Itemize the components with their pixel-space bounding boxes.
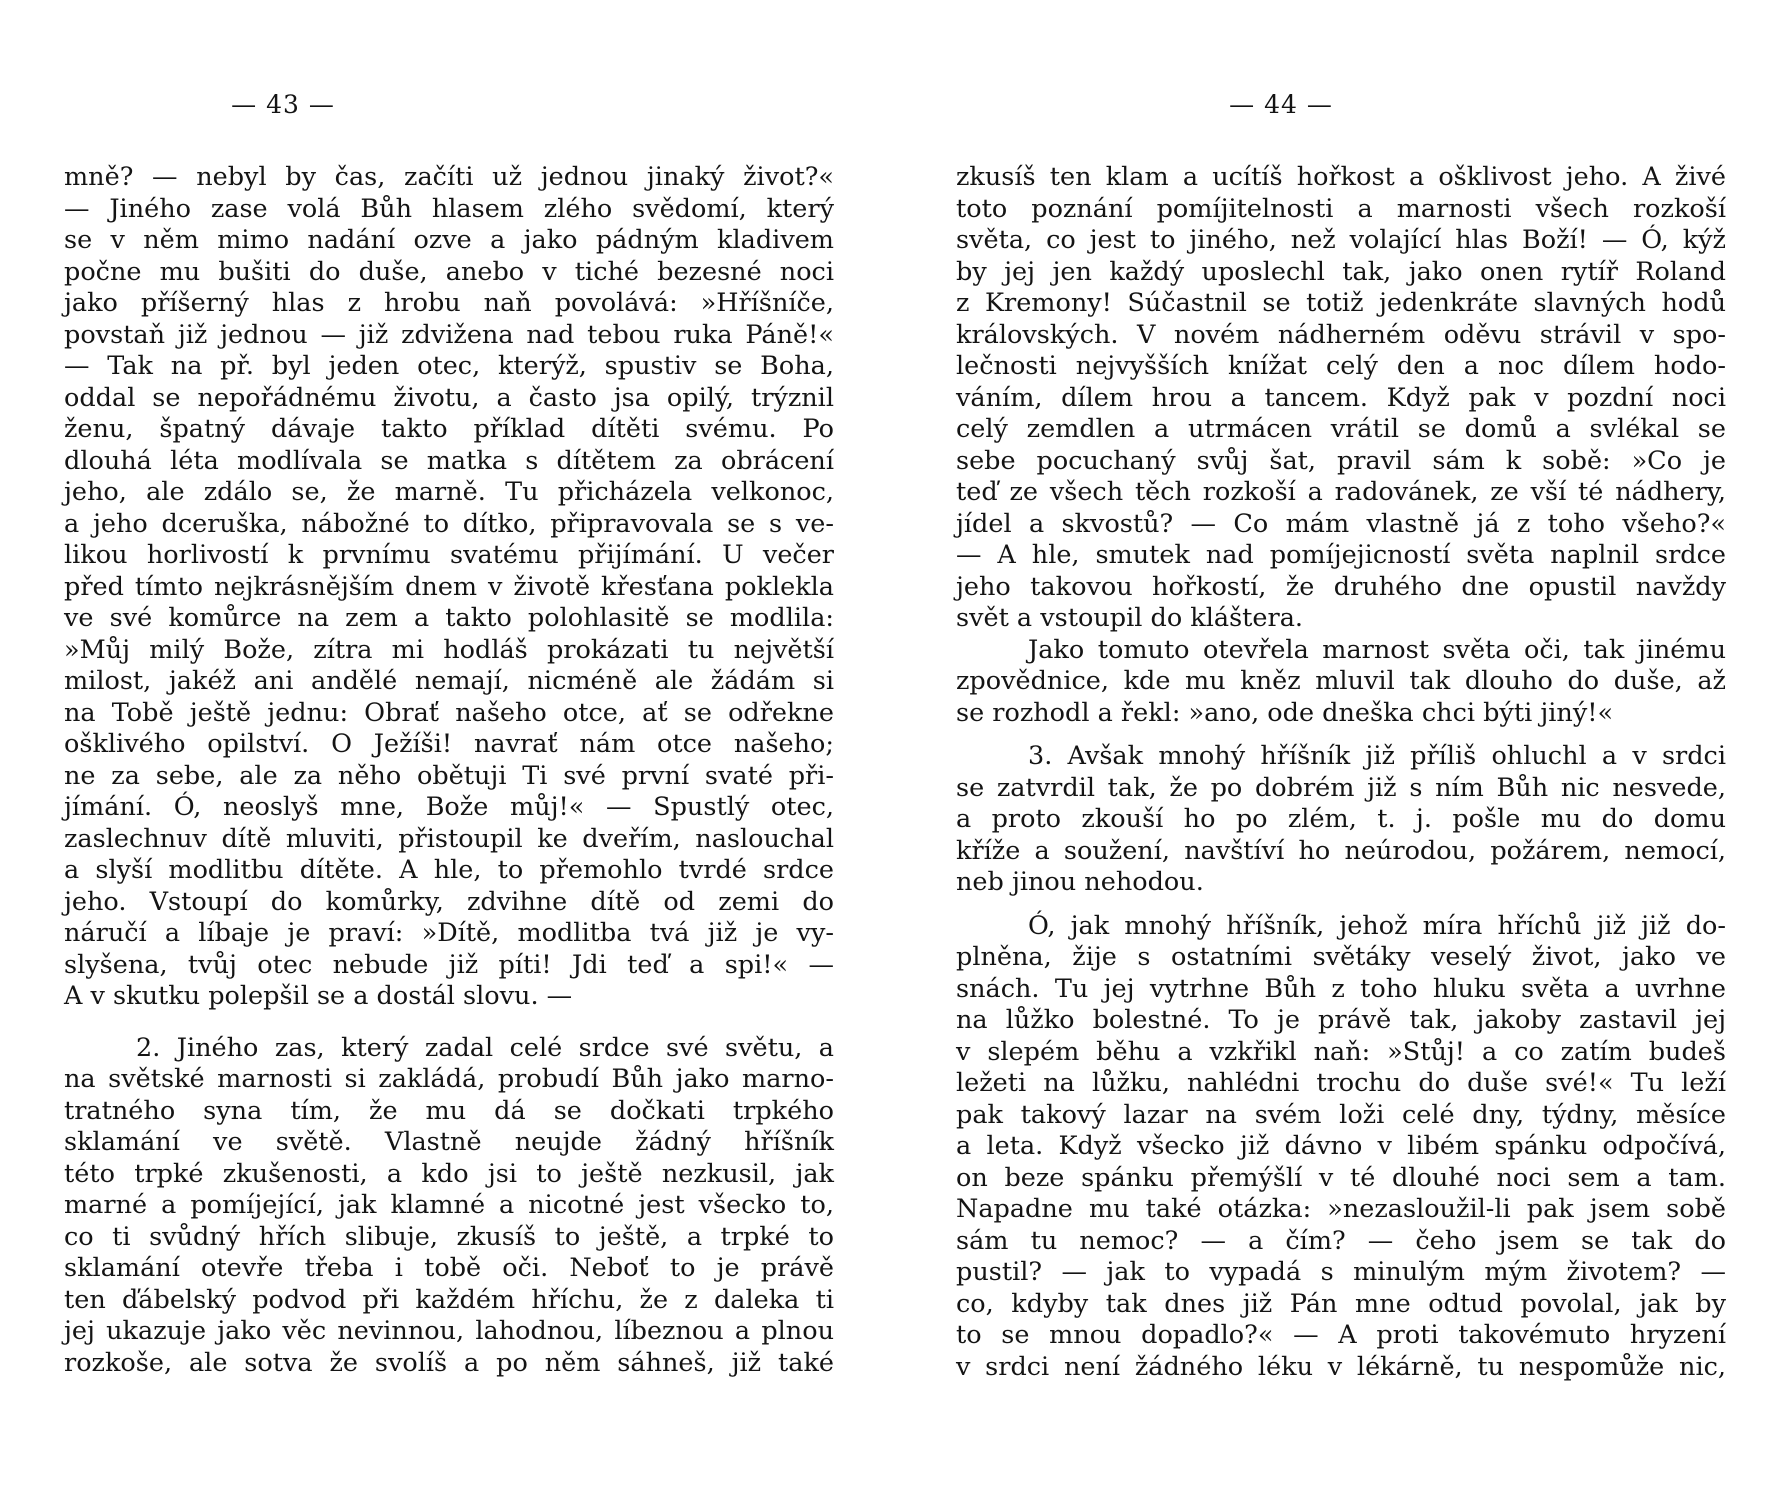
page-43 xyxy=(64,0,834,1500)
text-line: lečnosti nejvyšších knížat celý den a noc dílem hodo- xyxy=(956,351,1726,381)
text-line: 2. Jiného zas, který zadal celé srdce své světu, a xyxy=(136,1032,834,1063)
text-line: by jej jen každý uposlechl tak, jako onen rytíř Roland xyxy=(956,256,1726,287)
page-44 xyxy=(956,0,1726,1500)
text-line: co ti svůdný hřích slibuje, zkusíš to ještě, a trpké to xyxy=(64,1221,834,1252)
text-line: mně? — nebyl by čas, začíti už jednou jinaký život?« xyxy=(64,162,834,192)
text-line: královských. V novém nádherném oděvu strávil v spo- xyxy=(956,319,1726,350)
text-line: plněna, žije s ostatními světáky veselý život, jako ve xyxy=(956,942,1726,972)
text-line: v srdci není žádného léku v lékárně, tu nespomůže nic, xyxy=(956,1351,1726,1382)
text-line: na světské marnosti si zakládá, probudí Bůh jako marno- xyxy=(64,1064,834,1094)
text-line: slyšena, tvůj otec nebude již píti! Jdi teď a spi!« — xyxy=(64,949,834,980)
text-line: této trpké zkušenosti, a kdo jsi to ještě nezkusil, jak xyxy=(64,1158,834,1189)
text-line: ve své komůrce na zem a takto polohlasitě se modlila: xyxy=(64,603,834,633)
text-line: neb jinou nehodou. xyxy=(956,867,1204,897)
text-line: dlouhá léta modlívala se matka s dítětem za obrácení xyxy=(64,445,834,476)
text-line: ležeti na lůžku, nahlédni trochu do duše své!« Tu leží xyxy=(956,1068,1726,1098)
text-line: na Tobě ještě jednu: Obrať našeho otce, ať se odřekne xyxy=(64,697,834,728)
text-line: sklamání otevře třeba i tobě oči. Neboť to je právě xyxy=(64,1253,834,1283)
text-line: — Jiného zase volá Bůh hlasem zlého svědomí, který xyxy=(64,193,834,224)
text-line: toto poznání pomíjitelnosti a marnosti všech rozkoší xyxy=(956,193,1726,224)
text-line: Napadne mu také otázka: »nezasloužil-li pak jsem sobě xyxy=(956,1194,1726,1224)
text-line: náručí a líbaje je praví: »Dítě, modlitba tvá již je vy- xyxy=(64,918,834,948)
paragraph-gap xyxy=(64,1013,834,1033)
text-line: sám tu nemoc? — a čím? — čeho jsem se tak do xyxy=(956,1225,1726,1256)
text-line: před tímto nejkrásnějším dnem v životě křesťana poklekla xyxy=(64,571,834,602)
text-line: teď ze všech těch rozkoší a radovánek, ze vší té nádhery, xyxy=(956,477,1726,507)
text-line: oddal se nepořádnému životu, a často jsa opilý, trýznil xyxy=(64,382,834,413)
text-line: pustil? — jak to vypadá s minulým mým životem? — xyxy=(956,1257,1726,1287)
text-line: co, kdyby tak dnes již Pán mne odtud povolal, jak by xyxy=(956,1288,1726,1319)
text-line: zkusíš ten klam a ucítíš hořkost a ošklivost jeho. A živé xyxy=(956,162,1726,192)
text-line: se v něm mimo nadání ozve a jako pádným kladivem xyxy=(64,225,834,255)
text-line: a proto zkouší ho po zlém, t. j. pošle mu do domu xyxy=(956,804,1726,834)
text-line: zaslechnuv dítě mluviti, přistoupil ke dveřím, naslouchal xyxy=(64,823,834,854)
page-text xyxy=(956,162,1726,1383)
text-line: jeho. Vstoupí do komůrky, zdvihne dítě od zemi do xyxy=(64,886,834,917)
text-line: jeho takovou hořkostí, že druhého dne opustil navždy xyxy=(956,571,1726,602)
text-line: se zatvrdil tak, že po dobrém již s ním Bůh nic nesvede, xyxy=(956,772,1726,803)
text-line: v slepém běhu a vzkřikl naň: »Stůj! a co zatím budeš xyxy=(956,1036,1726,1067)
text-line: — Tak na př. byl jeden otec, kterýž, spustiv se Boha, xyxy=(64,351,834,381)
text-line: likou horlivostí k prvnímu svatému přijímání. U večer xyxy=(64,540,834,570)
text-line: ošklivého opilství. O Ježíši! navrať nám otce našeho; xyxy=(64,729,834,759)
text-line: váním, dílem hrou a tancem. Když pak v pozdní noci xyxy=(956,382,1726,413)
text-line: marné a pomíjející, jak klamné a nicotné jest všecko to, xyxy=(64,1190,834,1220)
text-line: ne za sebe, ale za něho obětuji Ti své první svaté při- xyxy=(64,760,834,791)
text-line: celý zemdlen a utrmácen vrátil se domů a svlékal se xyxy=(956,414,1726,444)
text-line: světa, co jest to jiného, než volající hlas Boží! — Ó, kýž xyxy=(956,225,1726,255)
text-line: rozkoše, ale sotva že svolíš a po něm sáhneš, již také xyxy=(64,1347,834,1378)
text-line: a leta. Když všecko již dávno v libém spánku odpočívá, xyxy=(956,1131,1726,1161)
text-line: sklamání ve světě. Vlastně neujde žádný hříšník xyxy=(64,1127,834,1157)
text-line: Jako tomuto otevřela marnost světa oči, tak jinému xyxy=(1028,634,1726,665)
text-line: povstaň již jednou — již zdvižena nad tebou ruka Páně!« xyxy=(64,319,834,350)
page-number: — 44 — xyxy=(1229,90,1333,119)
text-line: jídel a skvostů? — Co mám vlastně já z toho všeho?« xyxy=(956,508,1726,539)
text-line: A v skutku polepšil se a dostál slovu. — xyxy=(64,981,573,1011)
text-line: kříže a soužení, navštíví ho neúrodou, požárem, nemocí, xyxy=(956,835,1726,866)
text-line: snách. Tu jej vytrhne Bůh z toho hluku světa a uvrhne xyxy=(956,973,1726,1004)
paragraph-gap xyxy=(956,729,1726,741)
text-line: na lůžko bolestné. To je právě tak, jakoby zastavil jej xyxy=(956,1005,1726,1035)
text-line: zpovědnice, kde mu kněz mluvil tak dlouho do duše, až xyxy=(956,666,1726,696)
text-line: jímání. Ó, neoslyš mne, Bože můj!« — Spustlý otec, xyxy=(64,792,834,822)
text-line: a jeho dceruška, nábožné to dítko, připravovala se s ve- xyxy=(64,508,834,539)
text-line: jeho, ale zdálo se, že marně. Tu přicházela velkonoc, xyxy=(64,477,834,507)
text-line: »Můj milý Bože, zítra mi hodláš prokázati tu největší xyxy=(64,634,834,665)
text-line: počne mu bušiti do duše, anebo v tiché bezesné noci xyxy=(64,256,834,287)
text-line: milost, jakéž ani andělé nemají, nicméně ale žádám si xyxy=(64,666,834,696)
text-line: a slyší modlitbu dítěte. A hle, to přemohlo tvrdé srdce xyxy=(64,855,834,885)
text-line: ženu, špatný dávaje takto příklad dítěti svému. Po xyxy=(64,414,834,444)
page-text xyxy=(64,162,834,1379)
text-line: ten ďábelský podvod při každém hříchu, že z daleka ti xyxy=(64,1284,834,1315)
text-line: — A hle, smutek nad pomíjejicností světa naplnil srdce xyxy=(956,540,1726,570)
text-line: to se mnou dopadlo?« — A proti takovémuto hryzení xyxy=(956,1320,1726,1350)
text-line: pak takový lazar na svém loži celé dny, týdny, měsíce xyxy=(956,1099,1726,1130)
text-line: on beze spánku přemýšlí v té dlouhé noci sem a tam. xyxy=(956,1162,1726,1193)
paragraph-gap xyxy=(956,899,1726,911)
text-line: tratného syna tím, že mu dá se dočkati trpkého xyxy=(64,1095,834,1126)
text-line: jako příšerný hlas z hrobu naň povolává: »Hříšníče, xyxy=(64,288,834,318)
text-line: jej ukazuje jako věc nevinnou, lahodnou, líbeznou a plnou xyxy=(64,1316,834,1346)
page-number: — 43 — xyxy=(231,90,335,119)
text-line: se rozhodl a řekl: »ano, ode dneška chci býti jiný!« xyxy=(956,697,1614,728)
text-line: z Kremony! Súčastnil se totiž jedenkráte slavných hodů xyxy=(956,288,1726,318)
text-line: 3. Avšak mnohý hříšník již příliš ohluchl a v srdci xyxy=(1028,741,1726,771)
text-line: svět a vstoupil do kláštera. xyxy=(956,603,1304,633)
text-line: sebe pocuchaný svůj šat, pravil sám k sobě: »Co je xyxy=(956,445,1726,476)
text-line: Ó, jak mnohý hříšník, jehož míra hříchů již již do- xyxy=(1028,910,1726,941)
